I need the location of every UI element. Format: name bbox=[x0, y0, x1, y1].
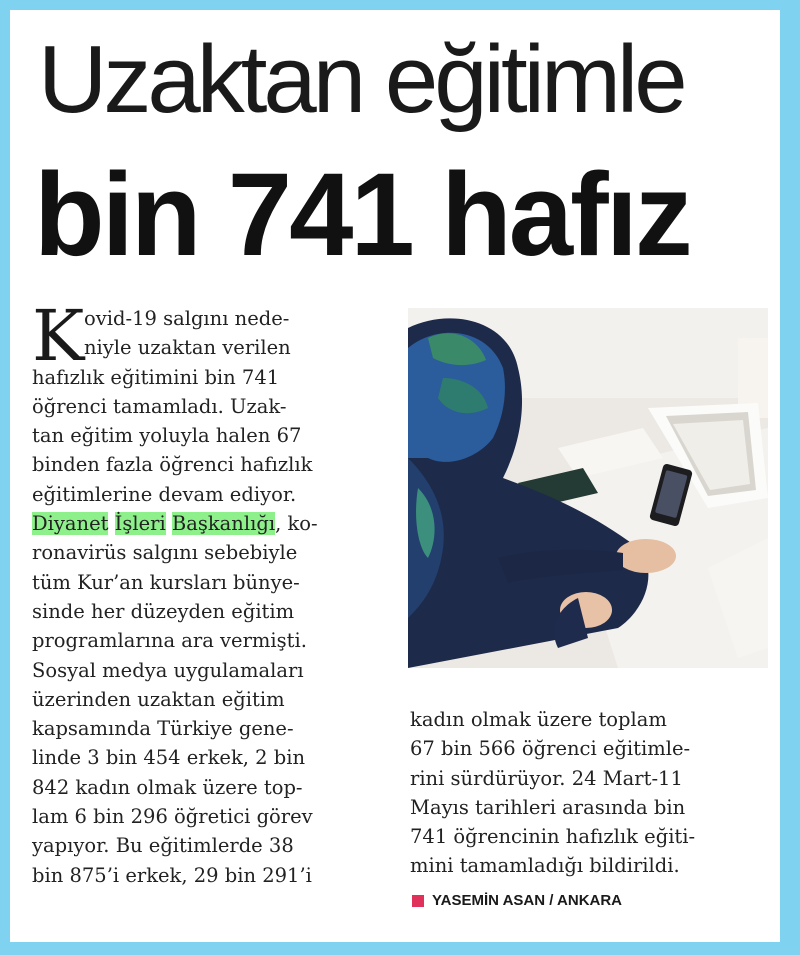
article-photo bbox=[408, 308, 768, 668]
headline-line-2: bin 741 hafız bbox=[34, 149, 690, 281]
highlighted-word: İşleri bbox=[114, 512, 166, 536]
headline-line-1: Uzaktan eğitimle bbox=[38, 26, 684, 133]
body-line: mini tamamladığı bildirildi. bbox=[410, 854, 680, 878]
body-line: tan eğitim yoluyla halen 67 bbox=[32, 424, 302, 448]
body-line: 842 kadın olmak üzere top- bbox=[32, 775, 303, 799]
body-line: programlarına ara vermişti. bbox=[32, 629, 307, 653]
body-line: kapsamında Türkiye gene- bbox=[32, 717, 294, 741]
highlighted-word: Başkanlığı bbox=[171, 512, 276, 536]
body-line: yapıyor. Bu eğitimlerde 38 bbox=[32, 834, 294, 858]
body-line: Mayıs tarihleri arasında bin bbox=[410, 795, 686, 819]
body-line: niyle uzaktan verilen bbox=[84, 336, 291, 360]
highlighted-word: Diyanet bbox=[32, 512, 109, 536]
body-line: binden fazla öğrenci hafızlık bbox=[32, 453, 313, 477]
body-line: kadın olmak üzere toplam bbox=[410, 708, 667, 731]
body-line: Sosyal medya uygulamaları bbox=[32, 658, 304, 682]
body-line: öğrenci tamamladı. Uzak- bbox=[32, 394, 287, 418]
article-body-left bbox=[32, 295, 392, 890]
newspaper-clipping bbox=[10, 10, 780, 942]
body-line: üzerinden uzaktan eğitim bbox=[32, 687, 285, 711]
body-line: 67 bin 566 öğrenci eğitimle- bbox=[410, 737, 691, 761]
byline bbox=[412, 892, 622, 909]
body-line: lam 6 bin 296 öğretici görev bbox=[32, 805, 313, 829]
byline-text: YASEMİN ASAN / ANKARA bbox=[432, 892, 623, 909]
body-line-highlighted bbox=[32, 509, 392, 538]
body-line: tüm Kur’an kursları bünye- bbox=[32, 570, 300, 594]
photo-illustration bbox=[408, 308, 768, 668]
body-line: 741 öğrencinin hafızlık eğiti- bbox=[410, 825, 696, 849]
body-line: ronavirüs salgını sebebiyle bbox=[32, 541, 298, 565]
body-line: hafızlık eğitimini bin 741 bbox=[32, 365, 280, 389]
body-line: rini sürdürüyor. 24 Mart-11 bbox=[410, 766, 683, 790]
body-line: eğitimlerine devam ediyor. bbox=[32, 482, 297, 506]
drop-cap: K bbox=[32, 295, 85, 377]
article-body-right bbox=[410, 705, 770, 881]
body-line: linde 3 bin 454 erkek, 2 bin bbox=[32, 746, 306, 770]
body-text: , ko- bbox=[275, 512, 318, 536]
body-line: bin 875’i erkek, 29 bin 291’i bbox=[32, 863, 312, 887]
byline-marker-icon bbox=[412, 895, 424, 907]
body-line: ovid-19 salgını nede- bbox=[84, 307, 290, 330]
body-line: sinde her düzeyden eğitim bbox=[32, 599, 295, 623]
